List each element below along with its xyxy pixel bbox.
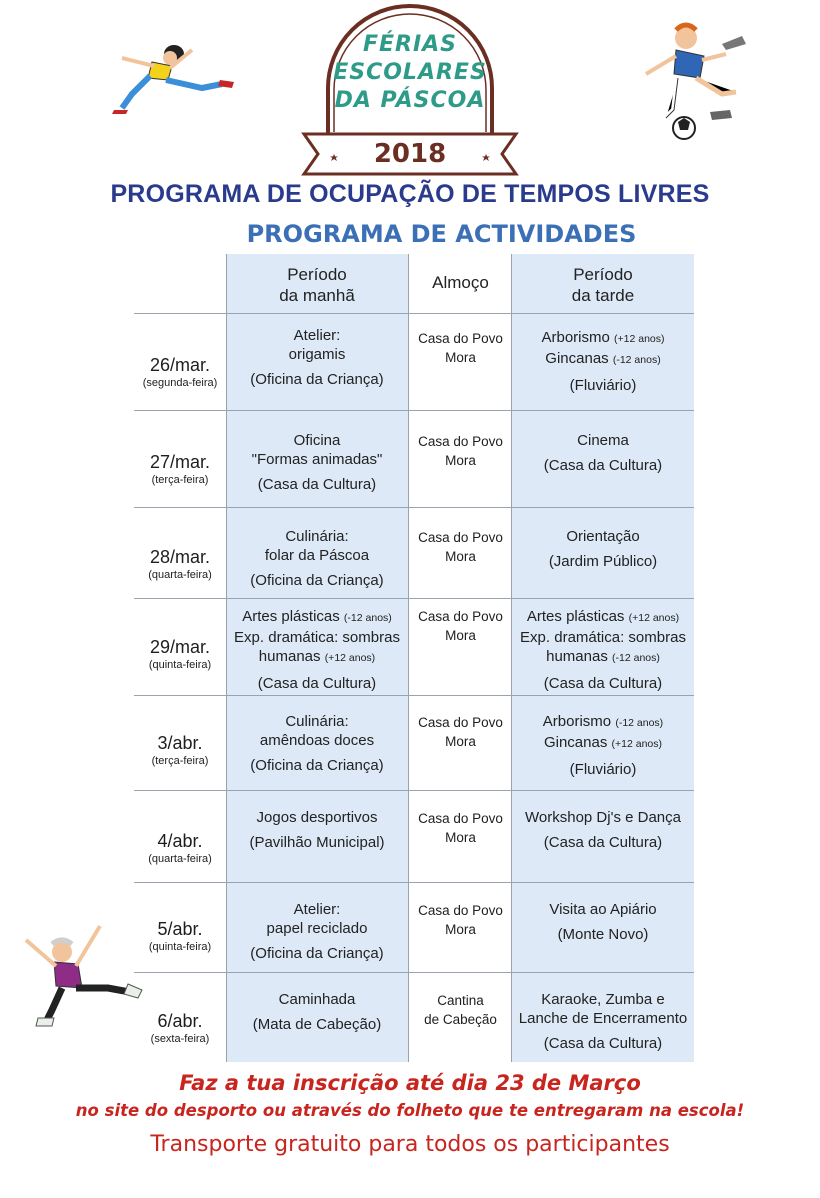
cell-line: Casa do Povo	[418, 609, 503, 624]
afternoon-activity	[512, 431, 694, 475]
row-date	[134, 918, 226, 954]
logo-line-1: FÉRIAS	[362, 32, 458, 57]
afternoon-activity	[512, 900, 694, 944]
grid-line	[134, 882, 694, 883]
cell-line: Arborismo (+12 anos)	[541, 329, 665, 346]
afternoon-activity	[512, 712, 694, 779]
cell-line: (Casa da Cultura)	[543, 834, 663, 851]
header-afternoon-line1: Período	[573, 265, 633, 284]
cell-line: Mora	[445, 734, 476, 749]
cell-line: Casa do Povo	[418, 434, 503, 449]
date-label: 26/mar.	[149, 355, 211, 375]
afternoon-activity	[512, 328, 694, 395]
cell-line: Mora	[445, 830, 476, 845]
age-note: (+12 anos)	[614, 333, 665, 345]
afternoon-activity	[512, 990, 694, 1053]
cell-line: folar da Páscoa	[264, 547, 370, 564]
weekday-label: (quarta-feira)	[148, 569, 212, 581]
cell-line: "Formas animadas"	[251, 451, 383, 468]
grid-line	[134, 507, 694, 508]
weekday-label: (terça-feira)	[151, 474, 209, 486]
cell-line: (Fluviário)	[569, 761, 637, 778]
header-morning-line1: Período	[287, 265, 347, 284]
age-note: (+12 anos)	[324, 652, 376, 664]
cell-line: (Monte Novo)	[557, 926, 649, 943]
row-date	[134, 354, 226, 390]
cell-line: (Oficina da Criança)	[250, 371, 384, 388]
header-morning	[226, 264, 408, 306]
cell-line: humanas (-12 anos)	[546, 648, 660, 665]
cell-line: Caminhada	[278, 991, 356, 1008]
cell-line: Exp. dramática: sombras	[234, 629, 400, 646]
cell-line: Cinema	[577, 432, 629, 449]
age-note: (+12 anos)	[611, 738, 663, 750]
cell-line: amêndoas doces	[259, 732, 375, 749]
age-note: (+12 anos)	[628, 612, 680, 624]
row-date	[134, 732, 226, 768]
cell-line: Casa do Povo	[418, 331, 503, 346]
cell-line: papel reciclado	[266, 920, 368, 937]
cell-line: (Casa da Cultura)	[257, 476, 377, 493]
child-jumping-illustration	[92, 14, 242, 124]
logo-line-2: ESCOLARES	[333, 60, 487, 85]
row-date	[134, 636, 226, 672]
cell-line: Gincanas (+12 anos)	[543, 734, 663, 751]
lunch-location	[409, 607, 512, 645]
grid-line	[134, 972, 694, 973]
cell-line: Casa do Povo	[418, 715, 503, 730]
cell-line: Mora	[445, 453, 476, 468]
morning-activity	[226, 712, 408, 775]
cell-line: (Casa da Cultura)	[543, 457, 663, 474]
cell-line: Casa do Povo	[418, 811, 503, 826]
cell-line: Lanche de Encerramento	[518, 1010, 688, 1027]
cell-line: Mora	[445, 922, 476, 937]
cell-line: (Casa da Cultura)	[257, 675, 377, 692]
grid-line	[134, 410, 694, 411]
afternoon-activity	[512, 527, 694, 571]
cell-line: (Oficina da Criança)	[250, 757, 384, 774]
lunch-location	[409, 991, 512, 1029]
date-label: 27/mar.	[149, 452, 211, 472]
morning-activity	[226, 607, 408, 693]
morning-activity	[226, 431, 408, 494]
cell-line: Jogos desportivos	[256, 809, 378, 826]
cell-line: Culinária:	[285, 713, 349, 730]
morning-activity	[226, 527, 408, 590]
weekday-label: (quarta-feira)	[148, 853, 212, 865]
registration-deadline: Faz a tua inscrição até dia 23 de Março	[179, 1071, 641, 1095]
grid-line	[134, 313, 694, 314]
cell-line: Visita ao Apiário	[549, 901, 657, 918]
weekday-label: (sexta-feira)	[150, 1033, 210, 1045]
free-transport-notice: Transporte gratuito para todos os participantes	[150, 1132, 670, 1157]
cell-line: Artes plásticas (-12 anos)	[242, 608, 392, 625]
weekday-label: (quinta-feira)	[148, 941, 212, 953]
cell-line: Culinária:	[285, 528, 349, 545]
cell-line: Cantina	[437, 993, 484, 1008]
cell-line: Casa do Povo	[418, 530, 503, 545]
cell-line: Artes plásticas (+12 anos)	[526, 608, 680, 625]
cell-line: Atelier:	[293, 327, 341, 344]
cell-line: (Oficina da Criança)	[250, 945, 384, 962]
age-note: (-12 anos)	[343, 612, 392, 624]
row-date	[134, 546, 226, 582]
girl-running-illustration	[12, 918, 152, 1038]
cell-line: de Cabeção	[424, 1012, 497, 1027]
lunch-location	[409, 809, 512, 847]
date-label: 5/abr.	[157, 919, 203, 939]
cell-line: Karaoke, Zumba e	[541, 991, 665, 1008]
logo-line-3: DA PÁSCOA	[334, 88, 486, 113]
grid-line	[134, 598, 694, 599]
weekday-label: (segunda-feira)	[142, 377, 218, 389]
date-label: 4/abr.	[157, 831, 203, 851]
cell-line: Orientação	[566, 528, 640, 545]
cell-line: Gincanas (-12 anos)	[545, 350, 661, 367]
main-heading: PROGRAMA DE OCUPAÇÃO DE TEMPOS LIVRES	[110, 180, 710, 208]
morning-activity	[226, 808, 408, 852]
schedule-table	[134, 254, 694, 1062]
morning-activity	[226, 990, 408, 1034]
cell-line: Workshop Dj's e Dança	[525, 809, 681, 826]
age-note: (-12 anos)	[615, 717, 664, 729]
cell-line: Atelier:	[293, 901, 341, 918]
morning-activity	[226, 900, 408, 963]
cell-line: Mora	[445, 628, 476, 643]
cell-line: (Oficina da Criança)	[250, 572, 384, 589]
header-afternoon	[512, 264, 694, 306]
afternoon-activity	[512, 808, 694, 852]
weekday-label: (quinta-feira)	[148, 659, 212, 671]
sub-heading: PROGRAMA DE ACTIVIDADES	[246, 220, 637, 248]
cell-line: (Fluviário)	[569, 377, 637, 394]
date-label: 28/mar.	[149, 547, 211, 567]
child-football-illustration	[626, 14, 766, 144]
header-lunch: Almoço	[432, 273, 489, 292]
cell-line: humanas (+12 anos)	[258, 648, 376, 665]
row-date	[134, 830, 226, 866]
cell-line: (Casa da Cultura)	[543, 1035, 663, 1052]
header-afternoon-line2: da tarde	[571, 286, 635, 305]
cell-line: (Pavilhão Municipal)	[249, 834, 385, 851]
age-note: (-12 anos)	[612, 354, 661, 366]
row-date	[134, 1010, 226, 1046]
cell-line: Mora	[445, 350, 476, 365]
row-date	[134, 451, 226, 487]
weekday-label: (terça-feira)	[151, 755, 209, 767]
lunch-location	[409, 528, 512, 566]
cell-line: Exp. dramática: sombras	[520, 629, 686, 646]
morning-activity	[226, 326, 408, 389]
grid-line	[134, 790, 694, 791]
cell-line: (Mata de Cabeção)	[252, 1016, 382, 1033]
cell-line: (Casa da Cultura)	[543, 675, 663, 692]
lunch-location	[409, 713, 512, 751]
registration-instructions: no site do desporto ou através do folheto que te entregaram na escola!	[75, 1101, 745, 1120]
afternoon-activity	[512, 607, 694, 693]
grid-line	[408, 254, 409, 1062]
lunch-location	[409, 432, 512, 470]
date-label: 29/mar.	[149, 637, 211, 657]
cell-line: Mora	[445, 549, 476, 564]
cell-line: Oficina	[293, 432, 341, 449]
lunch-location	[409, 901, 512, 939]
date-label: 6/abr.	[157, 1011, 203, 1031]
cell-line: (Jardim Público)	[548, 553, 658, 570]
date-label: 3/abr.	[157, 733, 203, 753]
cell-line: Arborismo (-12 anos)	[542, 713, 664, 730]
age-note: (-12 anos)	[612, 652, 660, 664]
header-morning-line2: da manhã	[279, 286, 355, 305]
lunch-location	[409, 329, 512, 367]
cell-line: Casa do Povo	[418, 903, 503, 918]
ferias-escolares-logo	[300, 4, 520, 176]
grid-line	[134, 695, 694, 696]
logo-year: 2018	[373, 139, 447, 169]
cell-line: origamis	[288, 346, 346, 363]
